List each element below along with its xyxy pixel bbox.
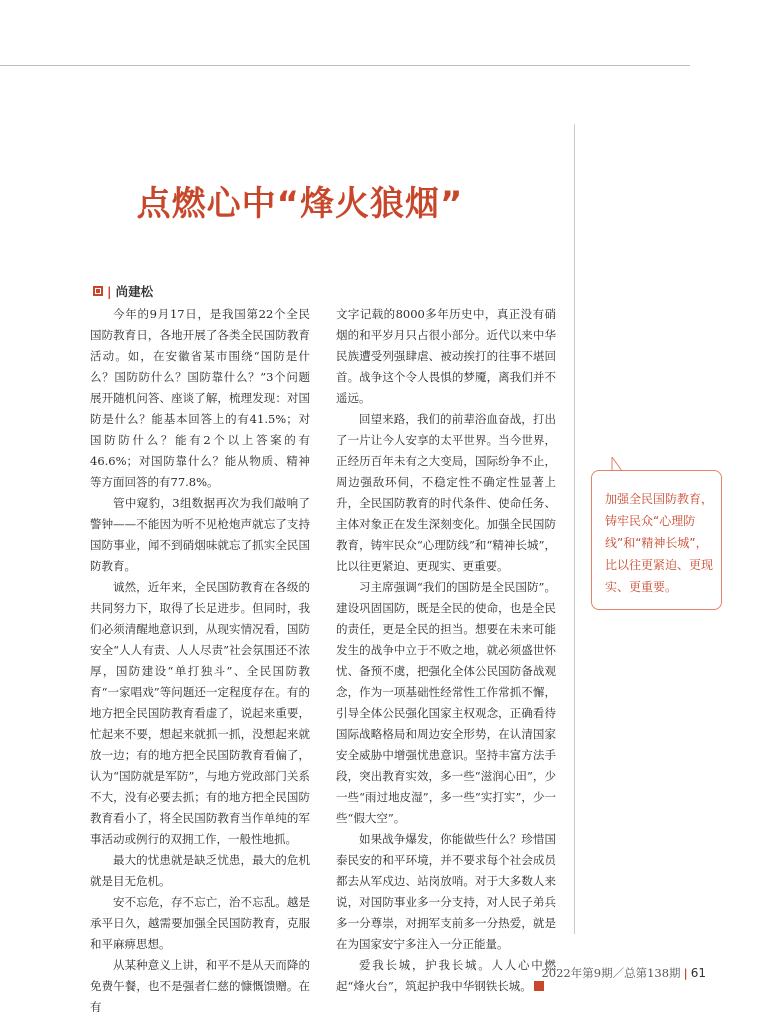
footer-separator: | xyxy=(683,966,688,980)
body-column-right xyxy=(336,304,556,997)
page-number: 61 xyxy=(690,966,706,980)
paragraph: 最大的忧患就是缺乏忧患，最大的危机就是目无危机。 xyxy=(90,853,310,888)
paragraph-final xyxy=(336,955,556,997)
paragraph: 如果战争爆发，你能做些什么？珍惜国泰民安的和平环境，并不要求每个社会成员都去从军戍边、站岗放哨。对于大多数人来说，对国防事业多一分支持，对人民子弟兵多一分尊崇，对拥军支前多一分热爱，就是在为国家安宁多注入一分正能量。 xyxy=(336,832,556,951)
body-column-left xyxy=(90,304,310,1018)
paragraph: 文字记载的8000多年历史中，真正没有硝烟的和平岁月只占很小部分。近代以来中华民族遭受列强肆虐、被动挨打的往事不堪回首。战争这个令人畏惧的梦魇，离我们并不遥远。 xyxy=(336,307,556,405)
article-title: 点燃心中“烽火狼烟” xyxy=(136,184,464,224)
paragraph: 回望来路，我们的前辈浴血奋战，打出了一片让今人安享的太平世界。当今世界，正经历百年未有之大变局，国际纷争不止，周边强敌环伺，不稳定性不确定性显著上升，全民国防教育的时代条件、使命任务、主体对象正在发生深刻变化。加强全民国防教育，铸牢民众“心理防线”和“精神长城”，比以往更紧迫、更现实、更重要。 xyxy=(336,412,556,573)
issue-info: 2022年第9期／总第138期 xyxy=(541,966,681,980)
paragraph: 今年的9月17日，是我国第22个全民国防教育日，各地开展了各类全民国防教育活动。如，在安徽省某市围绕“国防是什么？国防防什么？国防靠什么？”3个问题展开随机问答、座谈了解，梳理发现：对国防是什么？能基本回答上的有41.5%；对国防防什么？能有2个以上答案的有46.6%；对国防靠什么？能从物质、精神等方面回答的有77.8%。 xyxy=(90,307,310,489)
paragraph: 诚然，近年来，全民国防教育在各级的共同努力下，取得了长足进步。但同时，我们必须清醒地意识到，从现实情况看，国防安全“人人有责、人人尽责”社会氛围还不浓厚，国防建设“单打独斗”、全民国防教育“一家唱戏”等问题还一定程度存在。有的地方把全民国防教育看虚了，说起来重要，忙起来不要，想起来就抓一抓，没想起来就放一边；有的地方把全民国防教育看偏了，认为“国防就是军防”，与地方党政部门关系不大，没有必要去抓；有的地方把全民国防教育看小了，将全民国防教育当作单纯的军事活动或例行的双拥工作，一般性地抓。 xyxy=(90,580,310,846)
pull-quote-text: 加强全民国防教育，铸牢民众“心理防线”和“精神长城”，比以往更紧迫、更现实、更重要。 xyxy=(605,492,714,594)
author-name: 尚建松 xyxy=(115,284,154,299)
top-divider xyxy=(0,65,690,66)
end-mark-icon xyxy=(534,981,544,991)
paragraph: 习主席强调“我们的国防是全民国防”。建设巩固国防，既是全民的使命，也是全民的责任，更是全民的担当。想要在未来可能发生的战争中立于不败之地，就必须盛世怀忧、备预不虞，把强化全体公民国防备战观念，作为一项基础性经常性工作常抓不懈，引导全体公民强化国家主权观念，正确看待国际战略格局和周边安全形势，在认清国家安全威胁中增强忧患意识。坚持丰富方法手段，突出教育实效，多一些“滋润心田”，少一些“雨过地皮湿”，多一些“实打实”，少一些“假大空”。 xyxy=(336,580,556,825)
paragraph-text: 爱我长城，护我长城。人人心中燃起“烽火台”，筑起护我中华钢铁长城。 xyxy=(336,958,556,993)
paragraph: 管中窥豹，3组数据再次为我们敲响了警钟——不能因为听不见枪炮声就忘了支持国防事业，闻不到硝烟味就忘了抓实全民国防教育。 xyxy=(90,496,310,573)
paragraph: 从某种意义上讲，和平不是从天而降的免费午餐，也不是强者仁慈的慷慨馈赠。在有 xyxy=(90,958,310,1014)
author-mark-icon xyxy=(93,286,103,296)
side-divider xyxy=(574,124,575,934)
author-line xyxy=(93,282,153,300)
page-footer xyxy=(541,965,706,981)
author-separator: | xyxy=(107,283,112,299)
callout-tail-icon xyxy=(610,457,624,471)
paragraph: 安不忘危，存不忘亡，治不忘乱。越是承平日久，越需要加强全民国防教育，克服和平麻痹思想。 xyxy=(90,895,310,951)
pull-quote-callout xyxy=(591,470,722,610)
